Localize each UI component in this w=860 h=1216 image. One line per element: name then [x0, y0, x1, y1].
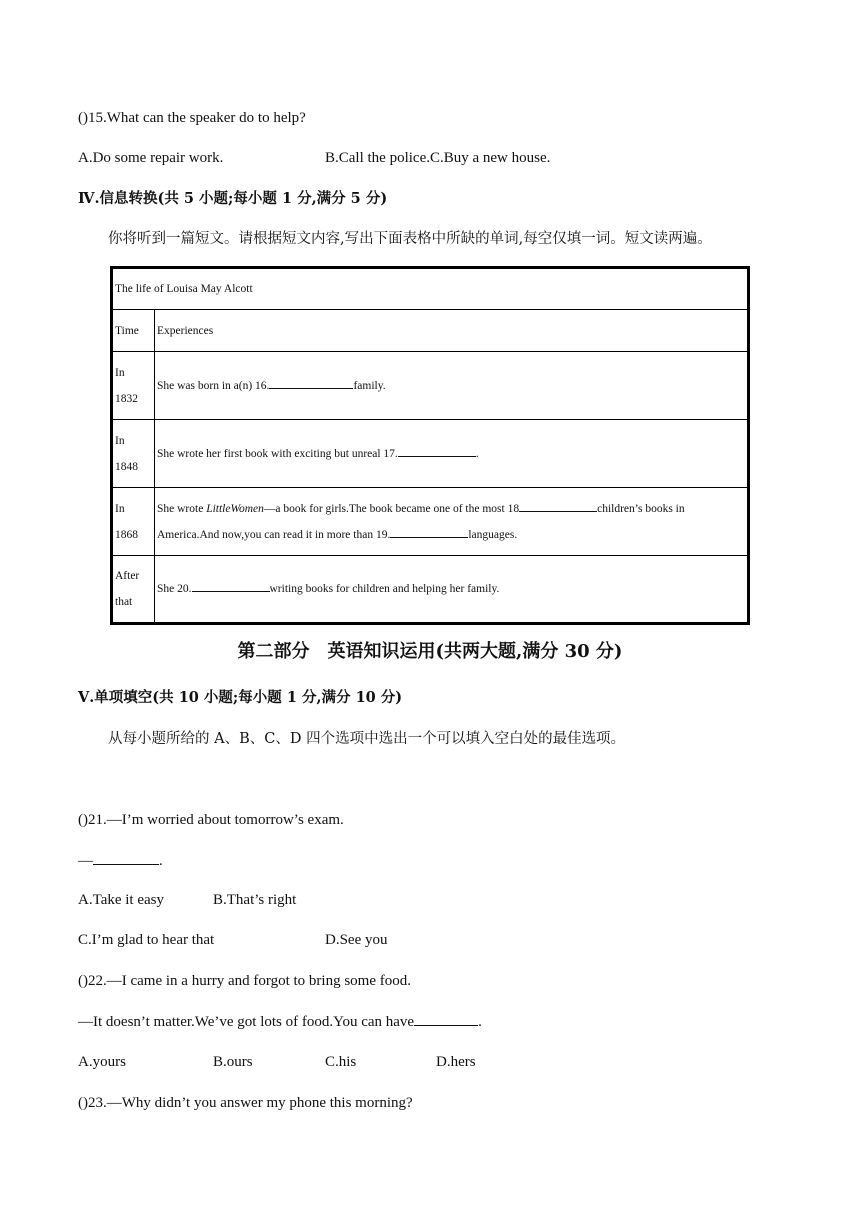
table-row: [112, 488, 749, 556]
experience-text: She 20.: [157, 583, 192, 595]
table-row: [112, 556, 749, 624]
q23-question: ()23.—Why didn’t you answer my phone this morning?: [78, 1095, 413, 1111]
time-cell: [112, 420, 155, 488]
table-header-row: [112, 310, 749, 352]
answer-blank-18: [519, 497, 597, 512]
part2-title: 第二部分 英语知识运用(共两大题,满分 30 分): [237, 641, 623, 662]
time-cell: [112, 352, 155, 420]
experience-cell: [155, 352, 749, 420]
section4-heading: Ⅳ.信息转换(共 5 小题;每小题 1 分,满分 5 分): [78, 190, 388, 207]
q22-option-d: D.hers: [436, 1054, 476, 1070]
time-label: In: [115, 366, 125, 379]
section4-instruction: 你将听到一篇短文。请根据短文内容,写出下面表格中所缺的单词,每空仅填一词。短文读两遍。: [108, 231, 712, 247]
table-row: [112, 420, 749, 488]
q21-option-c: C.I’m glad to hear that: [78, 932, 215, 948]
q22-option-b: B.ours: [213, 1054, 253, 1070]
answer-blank-20: [192, 577, 270, 592]
q22-blank: [414, 1011, 478, 1026]
q21-reply-dash: —: [78, 853, 93, 869]
experience-text: writing books for children and helping her family.: [269, 583, 500, 595]
table-title-row: [112, 268, 749, 310]
info-table: [110, 266, 750, 625]
answer-blank-17: [398, 442, 476, 457]
experience-text: languages.: [468, 528, 518, 541]
experience-text: She was born in a(n) 16.: [157, 379, 270, 392]
header-time: Time: [112, 310, 155, 352]
answer-blank-16: [269, 374, 353, 389]
experience-text: America.And now,you can read it in more than 19.: [157, 528, 391, 541]
q21-blank: [93, 850, 159, 865]
time-label: After: [115, 570, 140, 582]
time-year: that: [115, 596, 133, 608]
time-year: 1868: [115, 528, 138, 541]
q21-question: ()21.—I’m worried about tomorrow’s exam.: [78, 812, 344, 828]
experience-text: She wrote: [157, 502, 207, 515]
time-cell: [112, 556, 155, 624]
q22-option-c: C.his: [325, 1054, 357, 1070]
answer-blank-19: [390, 523, 468, 538]
table-title: The life of Louisa May Alcott: [112, 268, 749, 310]
time-year: 1848: [115, 460, 138, 473]
q21-reply: [78, 850, 163, 871]
q21-option-a: A.Take it easy: [78, 892, 165, 908]
time-cell: [112, 488, 155, 556]
q22-option-a: A.yours: [78, 1054, 126, 1070]
experience-cell: [155, 420, 749, 488]
q15-question: ()15.What can the speaker do to help?: [78, 110, 306, 126]
header-experiences: Experiences: [155, 310, 749, 352]
q22-reply: [78, 1011, 482, 1032]
book-title: LittleWomen: [206, 502, 264, 515]
q15-option-bc: B.Call the police.C.Buy a new house.: [325, 150, 551, 166]
q21-option-b: B.That’s right: [213, 892, 297, 908]
section5-instruction: 从每小题所给的 A、B、C、D 四个选项中选出一个可以填入空白处的最佳选项。: [108, 731, 626, 747]
q15-option-a: A.Do some repair work.: [78, 150, 224, 166]
q21-reply-end: .: [159, 853, 163, 869]
experience-text: .: [475, 447, 479, 460]
experience-text: children’s books in: [597, 502, 685, 515]
time-year: 1832: [115, 392, 138, 405]
section5-heading: Ⅴ.单项填空(共 10 小题;每小题 1 分,满分 10 分): [78, 689, 403, 706]
experience-cell: [155, 556, 749, 624]
q22-reply-end: .: [478, 1014, 482, 1030]
experience-text: family.: [353, 379, 386, 392]
time-label: In: [115, 502, 125, 515]
experience-text: She wrote her first book with exciting but unreal 17.: [157, 447, 398, 460]
time-label: In: [115, 434, 125, 447]
experience-text: —a book for girls.The book became one of the most 18: [263, 502, 520, 515]
q22-reply-text: —It doesn’t matter.We’ve got lots of food.You can have: [78, 1014, 415, 1030]
q21-option-d: D.See you: [325, 932, 388, 948]
q22-question: ()22.—I came in a hurry and forgot to bring some food.: [78, 973, 411, 989]
experience-cell: [155, 488, 749, 556]
table-row: [112, 352, 749, 420]
